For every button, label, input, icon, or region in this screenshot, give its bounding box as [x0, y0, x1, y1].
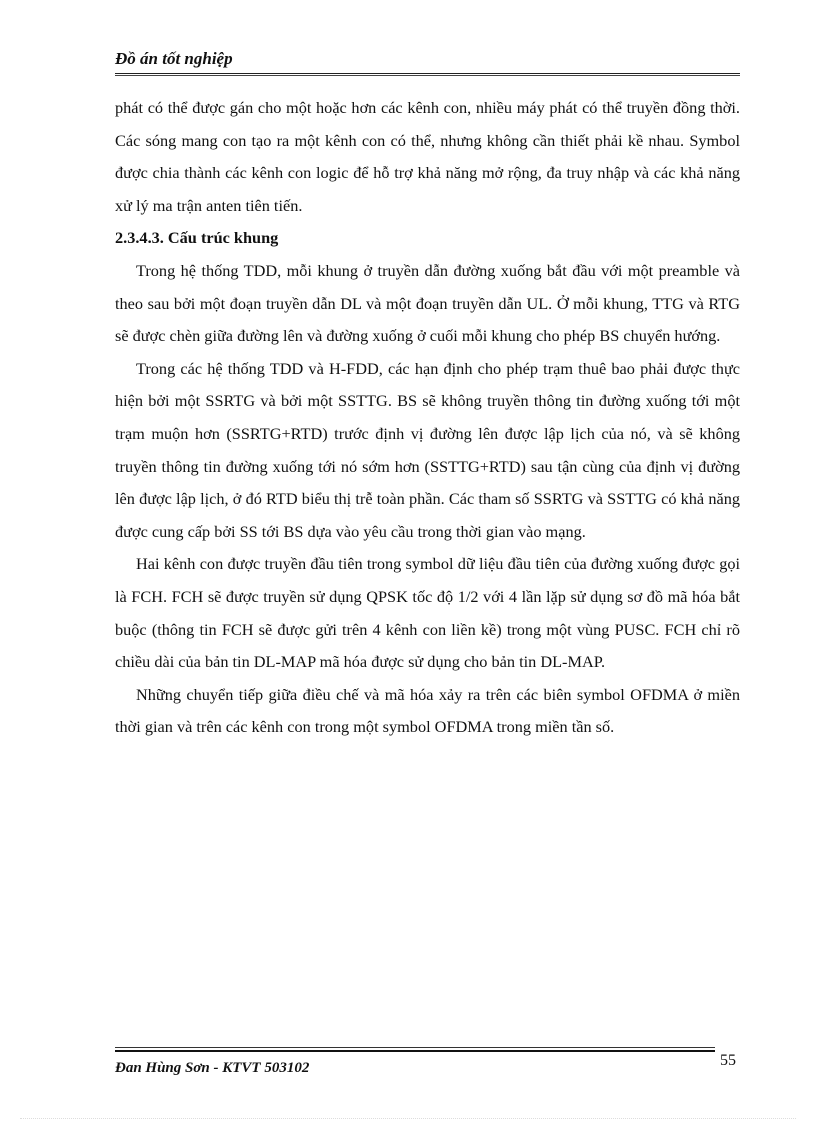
footer-row [115, 1052, 740, 1080]
footer-rule [115, 1047, 715, 1048]
paragraph-tdd-frame: Trong hệ thống TDD, mỗi khung ở truyền dẫn đường xuống bắt đầu với một preamble và theo sau bởi một đoạn truyền dẫn DL và một đoạn truyền dẫn UL. Ở mỗi khung, TTG và RTG sẽ được chèn giữa đường lên và đường xuống ở cuối mỗi khung cho phép BS chuyển hướng. [115, 260, 740, 346]
paragraph-h-fdd: Trong các hệ thống TDD và H-FDD, các hạn định cho phép trạm thuê bao phải được thực hiện bởi một SSRTG và bởi một SSTTG. BS sẽ không truyền thông tin đường xuống tới một trạm muộn hơn (SSRTG+RTD) trước định vị đường lên được lập lịch của nó, và sẽ không truyền thông tin đường xuống tới nó sớm hơn (SSTTG+RTD) sau tận cùng của định vị đường lên được lập lịch, ở đó RTD biểu thị trễ toàn phần. Các tham số SSRTG và SSTTG có khả năng được cung cấp bởi SS tới BS dựa vào yêu cầu trong thời gian vào mạng. [115, 358, 740, 541]
document-body [115, 92, 740, 744]
header-rule [115, 73, 740, 76]
page-number: 55 [720, 1052, 736, 1069]
footer-author: Đan Hùng Sơn - KTVT 503102 [115, 1060, 310, 1076]
footer-rule-thick [115, 1050, 715, 1052]
paragraph-transitions: Những chuyển tiếp giữa điều chế và mã hóa xảy ra trên các biên symbol OFDMA ở miền thời gian và trên các kênh con trong một symbol OFDMA trong miền tần số. [115, 684, 740, 737]
page-footer [115, 1047, 740, 1080]
paragraph-continuation: phát có thể được gán cho một hoặc hơn các kênh con, nhiều máy phát có thể truyền đồng thời. Các sóng mang con tạo ra một kênh con có thể, nhưng không cần thiết phải kề nhau. Symbol được chia thành các kênh con logic để hỗ trợ khả năng mở rộng, đa truy nhập và các khả năng xử lý ma trận anten tiên tiến. [115, 98, 740, 215]
paragraph-fch: Hai kênh con được truyền đầu tiên trong symbol dữ liệu đầu tiên của đường xuống được gọi là FCH. FCH sẽ được truyền sử dụng QPSK tốc độ 1/2 với 4 lần lặp sử dụng sơ đồ mã hóa bắt buộc (thông tin FCH sẽ được gửi trên 4 kênh con liền kề) trong một vùng PUSC. FCH chỉ rõ chiều dài của bản tin DL-MAP mã hóa được sử dụng cho bản tin DL-MAP. [115, 554, 740, 672]
page-header [115, 48, 740, 76]
header-title: Đồ án tốt nghiệp [115, 49, 233, 68]
page-edge-divider [20, 1118, 796, 1119]
section-heading: 2.3.4.3. Cấu trúc khung [115, 228, 279, 248]
